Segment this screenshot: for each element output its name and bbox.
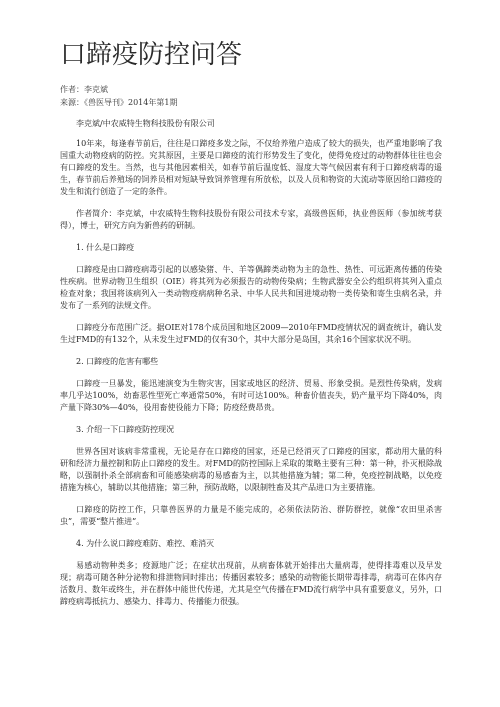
author-affiliation: 李克斌/中农威特生物科技股份有限公司 [76, 119, 215, 128]
paragraph-control-status: 世界各国对该病非常重视，无论是存在口蹄疫的国家，还是已经消灭了口蹄疫的国家，都动用大量的科研和经济力量控制和防止口蹄疫的发生。对FMD的防控国际上采取的策略主要有三种：第一种，扑灭根除战略，以强制扑杀全部病畜和可能感染病毒的易感畜为主，以其他措施为辅；第二种，免疫控制战略，以免疫措施为核心，辅助以其他措施；第三种，预防战略，以限制牲畜及其产品进口为主要措施。 [60, 447, 442, 492]
paragraph-distribution: 口蹄疫分布范围广泛。据OIE对178个成员国和地区2009—2010年FMD疫情状况的调查统计，确认发生过FMD的有132个，从未发生过FMD的仅有30个，其中大部分是岛国，其余16个国家状况不明。 [60, 323, 442, 344]
author-bio-paragraph: 作者简介：李克斌，中农威特生物科技股份有限公司技术专家，高级兽医师，执业兽医师（参加统考获得），博士，研究方向为新兽药的研制。 [60, 209, 442, 230]
paragraph-what-is-fmd: 口蹄疫是由口蹄疫病毒引起的以感染猪、牛、羊等偶蹄类动物为主的急性、热性、可远距离传播的传染性疾病。世界动物卫生组织（OIE）将其列为必须报告的动物传染病；生物武器安全公约组织将其列入重点检查对象；我国将该病列入一类动物疫病病种名录、中华人民共和国进境动物一类传染和寄生虫病名录，并发布了一系列的法规文件。 [60, 265, 442, 310]
intro-paragraph: 10年来，每逢春节前后，往往是口蹄疫多发之际，不仅给养殖户造成了较大的损失，也严重地影响了我国重大动物疫病的防控。究其原因，主要是口蹄疫的流行形势发生了变化，使得免疫过的动物群体往往也会有口蹄疫的发生。当然，也与其他因素相关，如春节前后温度低、湿度大等气候因素有利于口蹄疫病毒的遥生，春节前后养殖场的饲养员相对短缺导致饲养管理有所放松，以及人员和物资的大流动等原因给口蹄疫的发生和流行创造了一定的条件。 [60, 139, 442, 196]
section-heading-3: 3. 介绍一下口蹄疫防控现况 [76, 425, 175, 434]
document-title: 口蹄疫防控问答 [60, 40, 243, 70]
paragraph-joint-control: 口蹄疫的防控工作，只靠兽医界的力量是不能完成的，必须依法防治、群防群控，就像“农田里杀害虫”，需要“整片推进”。 [60, 505, 442, 526]
section-heading-2: 2. 口蹄疫的危害有哪些 [76, 357, 159, 366]
author-line: 作者：李克斌 [60, 85, 108, 94]
section-heading-4: 4. 为什么说口蹄疫难防、难控、难消灭 [76, 539, 215, 548]
section-heading-1: 1. 什么是口蹄疫 [76, 243, 135, 252]
source-line: 来源：《兽医导刊》2014年第1期 [60, 98, 178, 107]
paragraph-difficulty: 易感动物种类多；疫源地广泛；在症状出现前，从病畜体就开始排出大量病毒，使得排毒难以及早发现；病毒可随各种分泌物和排泄物同时排出；传播因素较多；感染的动物能长期带毒排毒，病毒可在体内存活数月、数年或终生，并在群体中能世代传递，尤其是空气传播在FMD流行病学中具有重要意义，另外，口蹄疫病毒抵抗力、感染力、排毒力、传播能力很强。 [60, 561, 442, 606]
paragraph-harm: 口蹄疫一旦暴发，能迅速演变为生物灾害，国家或地区的经济、贸易、形象受损。是烈性传染病，发病率几乎达100%，幼畜恶性型死亡率通常50%，有时可达100%。种畜价值丧失，奶产量平均下降40%，肉产量下降30%—40%，役用畜使役能力下降；防疫经费昂贵。 [60, 379, 442, 412]
article-body [60, 118, 442, 608]
